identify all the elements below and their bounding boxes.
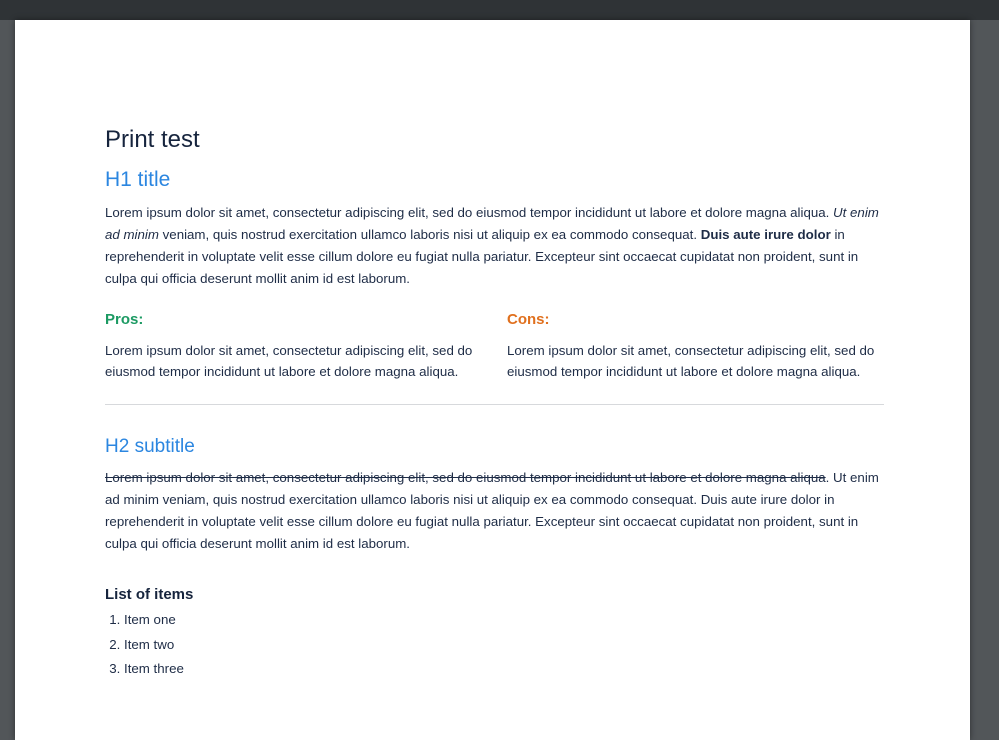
cons-text: Lorem ipsum dolor sit amet, consectetur adipiscing elit, sed do eiusmod tempor incididunt ut labore et dolore magna aliqua. — [507, 343, 875, 379]
intro-text-2: veniam, quis nostrud exercitation ullamco laboris nisi ut aliquip ex ea commodo consequat. — [158, 227, 701, 242]
intro-text-1: Lorem ipsum dolor sit amet, consectetur adipiscing elit, sed do eiusmod tempor incididunt ut labore et dolore magna aliqua. — [105, 205, 834, 220]
strikethrough-text: Lorem ipsum dolor sit amet, consectetur adipiscing elit, sed do eiusmod tempor incididunt ut labore et dolore magna aliqua — [105, 470, 826, 485]
intro-italic-text: Ut enim ad minim — [105, 205, 879, 242]
cons-column — [507, 308, 884, 382]
intro-bold-text: Duis aute irure dolor — [700, 227, 831, 242]
list-item: 1. Item one — [124, 608, 884, 633]
pros-label: Pros: — [105, 311, 144, 328]
ordered-list — [105, 608, 884, 682]
cons-label: Cons: — [507, 311, 550, 328]
document-page — [15, 20, 970, 740]
h2-heading: H2 subtitle — [105, 436, 195, 457]
second-text: . Ut enim ad minim veniam, quis nostrud exercitation ullamco laboris nisi ut aliquip ex ea commodo consequat. Duis aute irure dolor in reprehenderit in voluptate velit esse cillum dolore eu fugiat nulla pariatur. Excepteur sint occaecat cupidatat non proident, sunt in culpa qui officia deserunt mollit anim id est laborum. — [105, 470, 879, 551]
list-title: List of items — [105, 586, 194, 603]
pros-cons-columns — [105, 308, 884, 382]
list-item: 3. Item three — [124, 657, 884, 682]
list-item: 2. Item two — [124, 633, 884, 658]
section-divider — [105, 404, 884, 405]
intro-text-3: in reprehenderit in voluptate velit esse cillum dolore eu fugiat nulla pariatur. Excepteur sint occaecat cupidatat non proident, sunt in culpa qui officia deserunt mollit anim id est laborum. — [105, 227, 859, 286]
viewer-toolbar — [0, 0, 999, 20]
document-content — [105, 125, 884, 682]
pros-column — [105, 308, 507, 382]
page-title: Print test — [105, 126, 200, 153]
h1-heading: H1 title — [105, 168, 171, 191]
pros-text: Lorem ipsum dolor sit amet, consectetur adipiscing elit, sed do eiusmod tempor incididunt ut labore et dolore magna aliqua. — [105, 343, 473, 379]
second-paragraph — [105, 467, 884, 555]
intro-paragraph — [105, 202, 884, 290]
